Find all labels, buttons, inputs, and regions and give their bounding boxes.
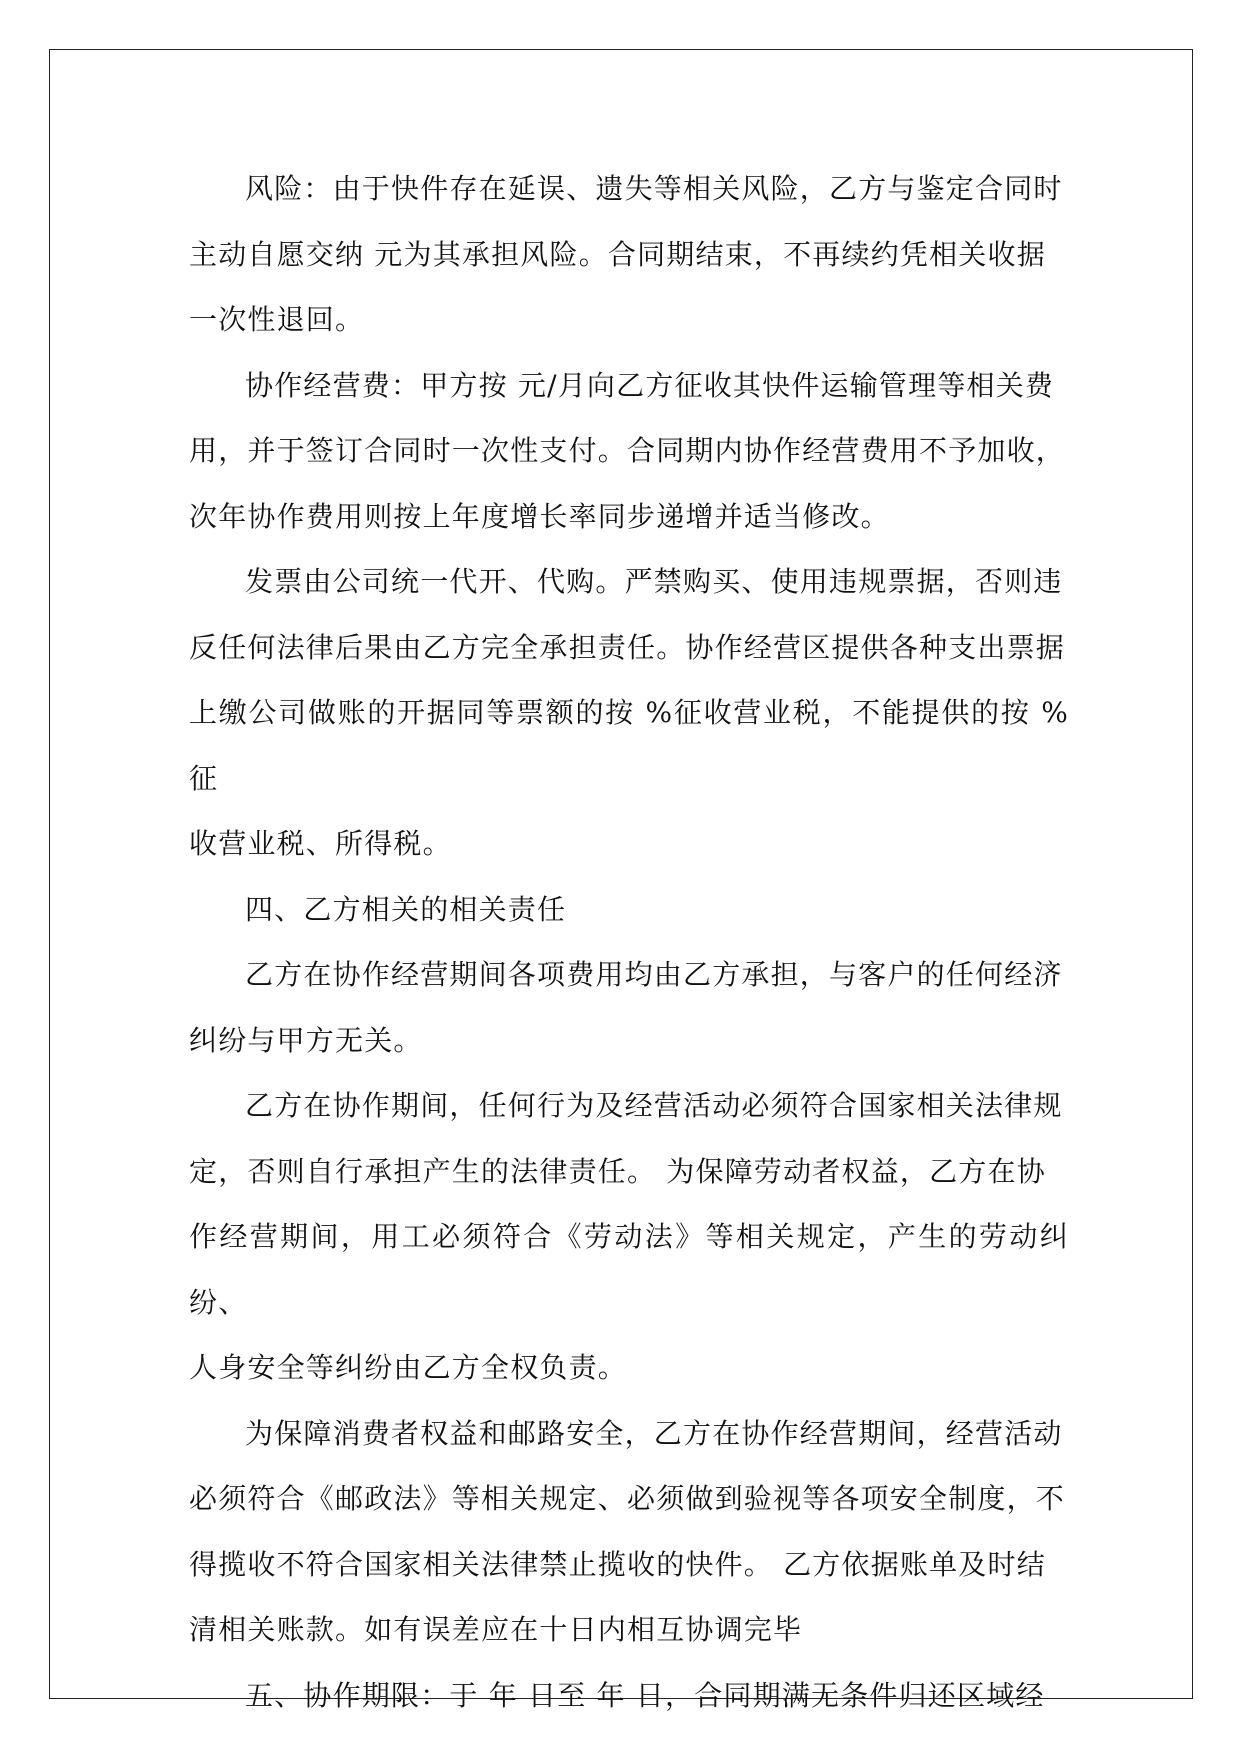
section-heading-cooperation-term xyxy=(189,1663,1069,1729)
text-line: 四、乙方相关的相关责任 xyxy=(245,892,567,926)
text-line: 得揽收不符合国家相关法律禁止揽收的快件。 乙方依据账单及时结 xyxy=(189,1547,1046,1581)
text-line: 一次性退回。 xyxy=(189,303,365,336)
text-line: 乙方在协作经营期间各项费用均由乙方承担，与客户的任何经济 xyxy=(245,958,1063,991)
paragraph-postal-safety xyxy=(189,1401,1069,1663)
text-line: 纠纷与甲方无关。 xyxy=(189,1023,423,1057)
text-line: 风险：由于快件存在延误、遗失等相关风险，乙方与鉴定合同时 xyxy=(245,172,1063,205)
document-body xyxy=(189,156,1069,1728)
paragraph-expenses xyxy=(189,942,1069,1073)
text-line: 为保障消费者权益和邮路安全，乙方在协作经营期间，经营活动 xyxy=(245,1416,1063,1450)
paragraph-cooperation-fee xyxy=(189,353,1069,550)
text-line: 反任何法律后果由乙方完全承担责任。协作经营区提供各种支出票据 xyxy=(189,630,1066,664)
text-line: 发票由公司统一代开、代购。严禁购买、使用违规票据，否则违 xyxy=(245,565,1063,598)
text-line: 主动自愿交纳 元为其承担风险。合同期结束，不再续约凭相关收据 xyxy=(189,237,1046,271)
text-line: 作经营期间，用工必须符合《劳动法》等相关规定，产生的劳动纠纷、 xyxy=(189,1220,1069,1319)
section-heading-party-b-responsibilities xyxy=(189,877,1069,943)
text-line: 五、协作期限：于 年 日至 年 日，合同期满无条件归还区域经 xyxy=(245,1678,1045,1712)
text-line: 用，并于签订合同时一次性支付。合同期内协作经营费用不予加收， xyxy=(189,434,1066,467)
text-line: 次年协作费用则按上年度增长率同步递增并适当修改。 xyxy=(189,499,890,533)
text-line: 清相关账款。如有误差应在十日内相互协调完毕 xyxy=(189,1613,803,1646)
paragraph-invoice xyxy=(189,549,1069,877)
text-line: 协作经营费：甲方按 元/月向乙方征收其快件运输管理等相关费 xyxy=(245,368,1055,402)
text-line: 乙方在协作期间，任何行为及经营活动必须符合国家相关法律规 xyxy=(245,1089,1063,1122)
text-line: 上缴公司做账的开据同等票额的按 %征收营业税，不能提供的按 %征 xyxy=(189,696,1069,795)
text-line: 必须符合《邮政法》等相关规定、必须做到验视等各项安全制度，不 xyxy=(189,1482,1066,1515)
text-line: 人身安全等纠纷由乙方全权负责。 xyxy=(189,1351,628,1384)
paragraph-risk-deposit xyxy=(189,156,1069,353)
text-line: 收营业税、所得税。 xyxy=(189,827,452,860)
text-line: 定，否则自行承担产生的法律责任。 为保障劳动者权益，乙方在协 xyxy=(189,1154,1046,1188)
paragraph-legal-compliance xyxy=(189,1073,1069,1401)
